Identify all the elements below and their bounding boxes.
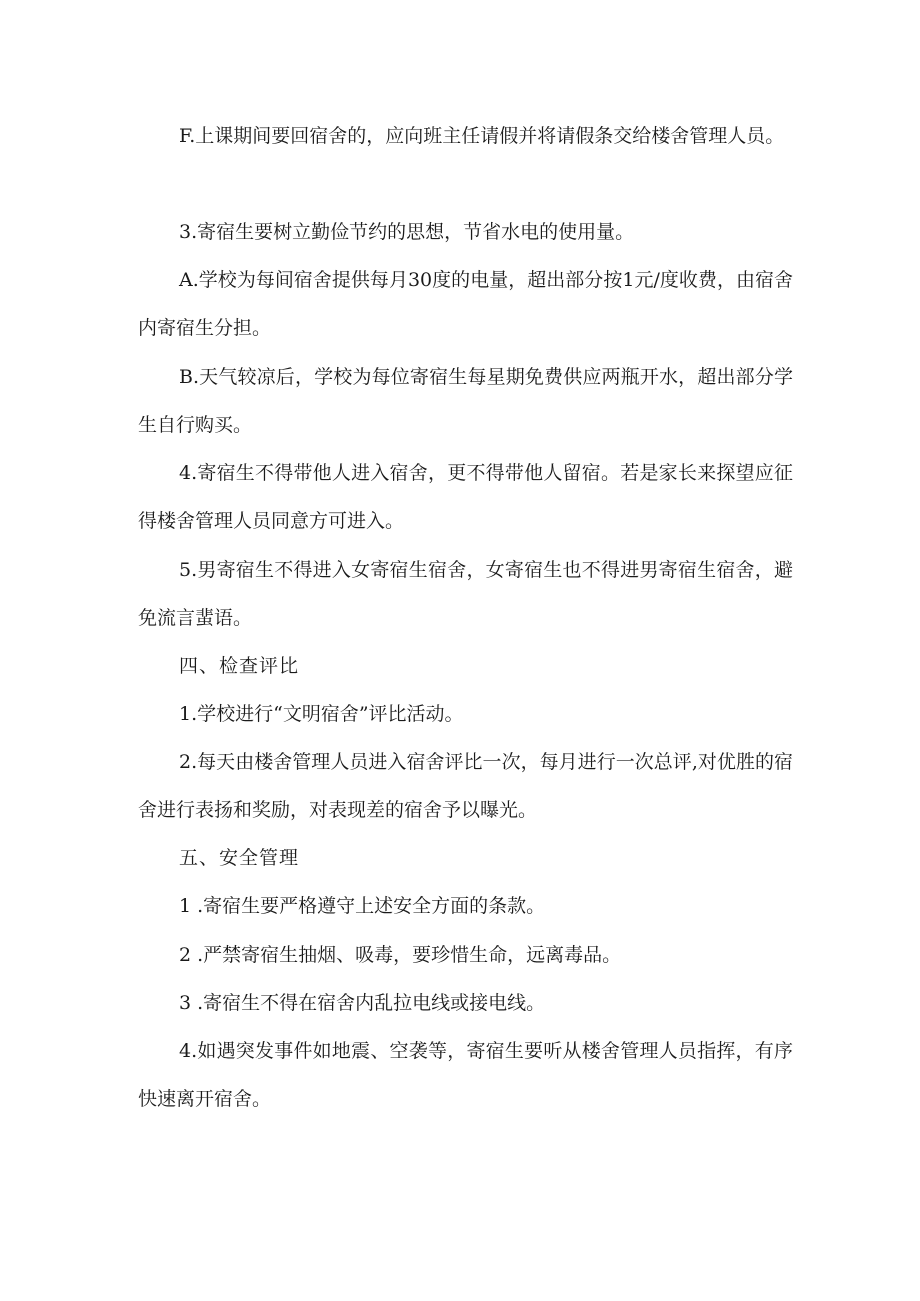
paragraph-safety-2: 2 .严禁寄宿生抽烟、吸毒，要珍惜生命，远离毒品。 [179,944,622,966]
paragraph-inspection-1: 1.学校进行“文明宿舍”评比活动。 [179,703,464,725]
paragraph-rule-3a-electricity: A.学校为每间宿舍提供每月30度的电量，超出部分按1元/度收费，由宿舍内寄宿生分担。 [138,269,793,339]
paragraph-safety-3: 3 .寄宿生不得在宿舍内乱拉电线或接电线。 [179,992,546,1014]
paragraph-rule-4-visitors: 4.寄宿生不得带他人进入宿舍，更不得带他人留宿。若是家长来探望应征得楼舍管理人员同意方可进入。 [138,462,793,532]
paragraph-leave-request: F.上课期间要回宿舍的，应向班主任请假并将请假条交给楼舍管理人员。 [179,125,785,147]
paragraph-rule-3-thrift: 3.寄宿生要树立勤俭节约的思想，节省水电的使用量。 [179,221,635,243]
section-heading-safety: 五、安全管理 [179,847,300,869]
paragraph-safety-4: 4.如遇突发事件如地震、空袭等，寄宿生要听从楼舍管理人员指挥，有序快速离开宿舍。 [138,1040,793,1110]
section-heading-inspection: 四、检查评比 [179,655,300,677]
paragraph-safety-1: 1 .寄宿生要严格遵守上述安全方面的条款。 [179,895,546,917]
paragraph-inspection-2: 2.每天由楼舍管理人员进入宿舍评比一次，每月进行一次总评,对优胜的宿舍进行表扬和奖励，对表现差的宿舍予以曝光。 [138,751,793,821]
paragraph-rule-5-dorm-separation: 5.男寄宿生不得进入女寄宿生宿舍，女寄宿生也不得进男寄宿生宿舍，避免流言蜚语。 [138,559,793,629]
paragraph-rule-3b-hot-water: B.天气较凉后，学校为每位寄宿生每星期免费供应两瓶开水，超出部分学生自行购买。 [138,366,793,436]
